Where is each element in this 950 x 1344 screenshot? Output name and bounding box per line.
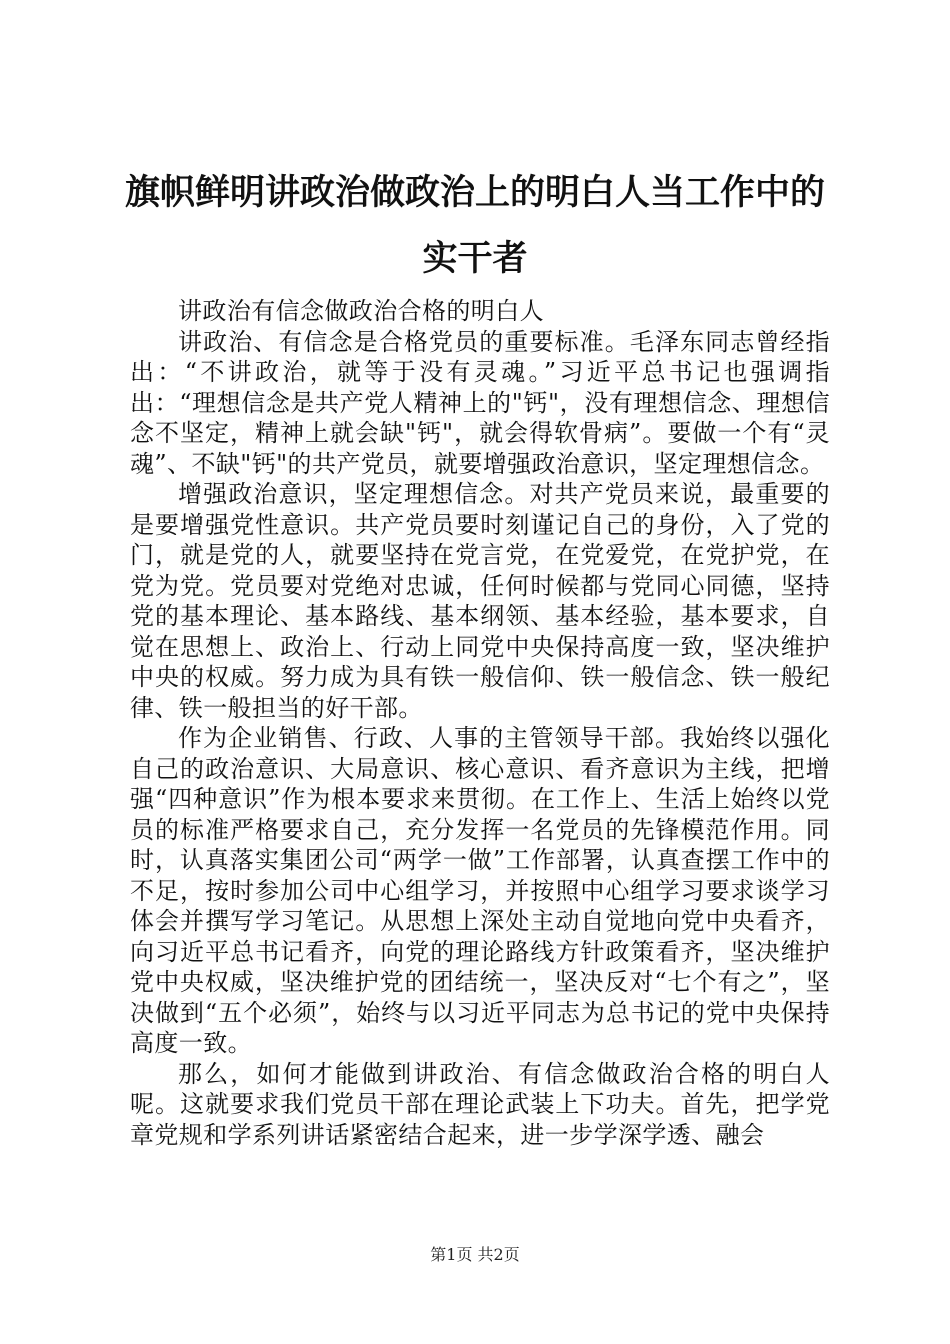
paragraph-2: 增强政治意识，坚定理想信念。对共产党员来说，最重要的是要增强党性意识。共产党员要时刻谨记自己的身份，入了党的门，就是党的人，就要坚持在党言党，在党爱党，在党护党，在党为党。党员要对党绝对忠诚，任何时候都与党同心同德，坚持党的基本理论、基本路线、基本纲领、基本经验，基本要求，自觉在思想上、政治上、行动上同党中央保持高度一致，坚决维护中央的权威。努力成为具有铁一般信仰、铁一般信念、铁一般纪律、铁一般担当的好干部。	[130, 480, 830, 722]
document-body	[130, 296, 830, 1150]
document-title: 旗帜鲜明讲政治做政治上的明白人当工作中的实干者	[124, 172, 825, 279]
paragraph-4: 那么，如何才能做到讲政治、有信念做政治合格的明白人呢。这就要求我们党员干部在理论武装上下功夫。首先，把学党章党规和学系列讲话紧密结合起来，进一步学深学透、融会	[130, 1059, 830, 1149]
page-number-footer: 第1页 共2页	[430, 1245, 520, 1264]
paragraph-3: 作为企业销售、行政、人事的主管领导干部。我始终以强化自己的政治意识、大局意识、核心意识、看齐意识为主线，把增强“四种意识”作为根本要求来贯彻。在工作上、生活上始终以党员的标准严格要求自己，充分发挥一名党员的先锋模范作用。同时，认真落实集团公司“两学一做”工作部署，认真查摆工作中的不足，按时参加公司中心组学习，并按照中心组学习要求谈学习体会并撰写学习笔记。从思想上深处主动自觉地向党中央看齐，向习近平总书记看齐，向党的理论路线方针政策看齐，坚决维护党中央权威，坚决维护党的团结统一，坚决反对“七个有之”，坚决做到“五个必须”，始终与以习近平同志为总书记的党中央保持高度一致。	[130, 724, 830, 1057]
section-subtitle: 讲政治有信念做政治合格的明白人	[178, 297, 544, 325]
paragraph-1: 讲政治、有信念是合格党员的重要标准。毛泽东同志曾经指出：“不讲政治，就等于没有灵魂。”习近平总书记也强调指出：“理想信念是共产党人精神上的"钙"，没有理想信念、理想信念不坚定，精神上就会缺"钙"，就会得软骨病”。要做一个有“灵魂”、不缺"钙"的共产党员，就要增强政治意识，坚定理想信念。	[130, 327, 830, 478]
